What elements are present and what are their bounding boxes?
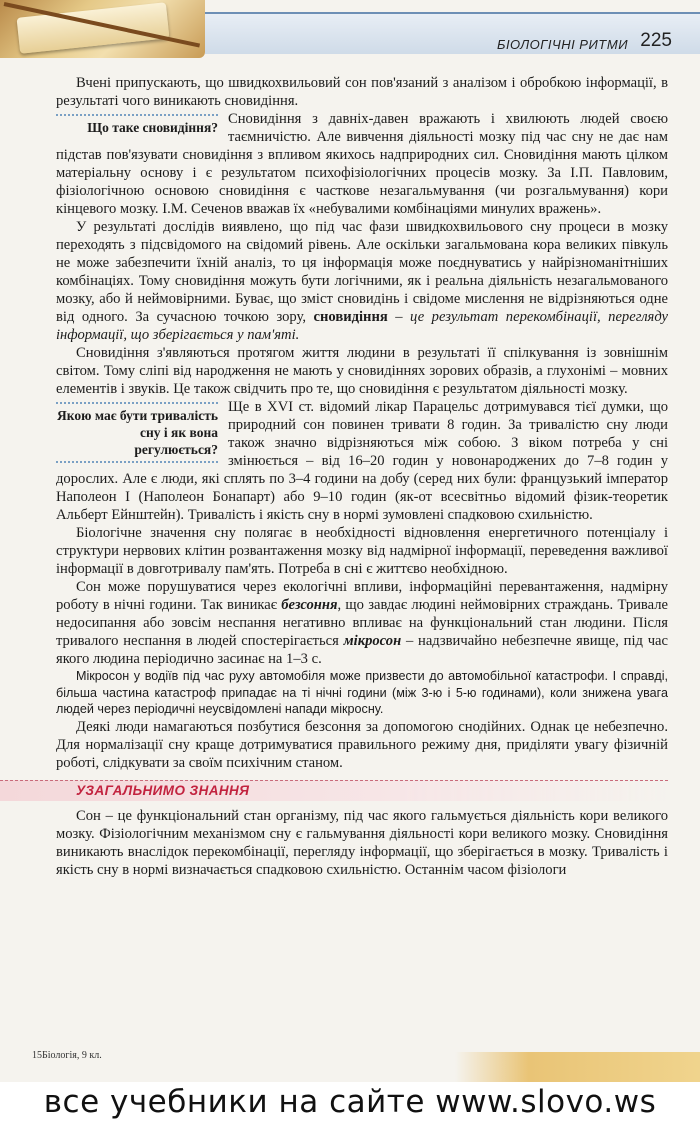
- paragraph: [56, 218, 668, 344]
- term-insomnia: безсоння: [281, 597, 338, 613]
- paragraph: [56, 578, 668, 668]
- page-body: [56, 74, 668, 879]
- paragraph: Ще в XVI ст. відомий лікар Парацельс дотримувався тієї думки, що природний сон повинен тривати 8 годин. За тривалістю сну люди також значно відрізняються між собою. З віком потреба у сні змінюється – від 16–20 годин у новонароджених до 7–8 годин у дорослих. Але є люди, які сплять по 3–4 години на добу (серед них були: французький імператор Наполеон І (Наполеон Бонапарт) або 9–10 годин (як-от всесвітньо відомий фізик-теоретик Альберт Ейнштейн). Тривалість і якість сну в нормі зумовлені спадковою схильністю.: [56, 399, 668, 523]
- footer-decoration: [455, 1052, 700, 1082]
- footer-label: 15Біологія, 9 кл.: [32, 1050, 102, 1061]
- paragraph: Вчені припускають, що швидкохвильовий сон пов'язаний з аналізом і обробкою інформації, в результаті чого виникають сновидіння.: [56, 75, 668, 109]
- margin-question-sleep-duration: Якою має бути тривалість сну і як вона регулюється?: [56, 402, 218, 463]
- summary-paragraph: Сон – це функціональний стан організму, під час якого гальмується діяльність кори великого мозку. Фізіологічним механізмом сну є гальмування діяльності кори великого мозку. Сновидіння виникають внаслідок перекомбінації, перегляду інформації, що зберігається в мозку. Тривалість і якість сну в нормі визначається спадковою схильністю. Останнім часом фізіологи: [56, 807, 668, 878]
- page-header: [0, 0, 700, 60]
- note-microsleep: Мікросон у водіїв під час руху автомобіля може призвести до автомобільної катастрофи. І справді, більша частина катастроф припадає на ті нічні години (між 3-ю і 5-ю годинами), коли знижена увага людей через періодичні неусвідомлені напади мікросну.: [56, 669, 668, 716]
- text-run: – надзвичайно небезпечне явище, під час якого людина періодично засинає на 1–3 с.: [56, 633, 668, 667]
- paragraph: Сновидіння з давніх-давен вражають і хвилюють людей своєю таємничістю. Але вивчення діяльності мозку під час сну не дає нам підстав пов'язувати сновидіння з впливом якихось надприродних сил. Сновидіння мають цілком матеріальну основу і є результатом психофізіологічних процесів мозку. За І.П. Павловим, фізіологічною основою сновидіння є часткове незагальмування (чи розгальмування) кори кінцевого мозку. І.М. Сеченов вважав їх «небувалими комбінаціями минулих вражень».: [56, 111, 668, 217]
- header-decoration-image: [0, 0, 205, 58]
- running-header-title: БІОЛОГІЧНІ РИТМИ: [496, 37, 628, 52]
- paragraph: Біологічне значення сну полягає в необхідності відновлення енергетичного потенціалу і структури нервових клітин розвантаження мозку від надмірної інформації, переведення важливої інформації в довготривалу пам'ять. Потреба в сні є життєво необхідною.: [56, 525, 668, 577]
- paragraph: Сновидіння з'являються протягом життя людини в результаті її спілкування із зовнішнім світом. Тому сліпі від народження не мають у сновидіннях зорових образів, а глухонімі – мовних елементів і звуків. Це також свідчить про те, що сновидіння є результатом діяльності мозку.: [56, 345, 668, 397]
- term-microsleep: мікросон: [343, 633, 402, 649]
- paragraph: Деякі люди намагаються позбутися безсоння за допомогою снодійних. Однак це небезпечно. Для нормалізації сну краще дотримуватися правильного режиму дня, приділяти увагу фізичній роботі, слідкувати за своїм психічним станом.: [56, 718, 668, 771]
- text-run: , що завдає людині неймовірних страждань. Тривале недосипання або зовсім неспання негативно впливає на функціональний стан людини. Після тривалого неспання в людей спостерігається: [56, 597, 668, 649]
- watermark-banner: все учебники на сайте www.slovo.ws: [0, 1082, 700, 1123]
- margin-question-dreams: Що таке сновидіння?: [56, 114, 218, 136]
- summary-heading: УЗАГАЛЬНИМО ЗНАННЯ: [0, 780, 668, 801]
- term-dreams: сновидіння: [313, 309, 388, 325]
- page-number: 225: [640, 30, 672, 51]
- text-run: Сон може порушуватися через екологічні впливи, інформаційні перевантаження, надмірну роботу в нічні години. Так виникає: [56, 579, 668, 613]
- text-run: У результаті дослідів виявлено, що під час фази швидкохвильового сну процеси в мозку переходять з підсвідомого на свідомий рівень. Але оскільки загальмована кора великих півкуль не може забезпечити їхній аналіз, то ця інформація може поєднуватись у найрізноманітніших комбінаціях. Тому сновидіння можуть бути логічними, як і реальна діяльність незагальмованого мозку, або й неймовірними. Буває, що зміст сновидінь і свідоме мислення не відрізняються одне від одного. За сучасною точкою зору,: [56, 219, 668, 325]
- definition-dreams: – це результат перекомбінації, перегляду інформації, що зберігається у пам'яті.: [56, 309, 669, 343]
